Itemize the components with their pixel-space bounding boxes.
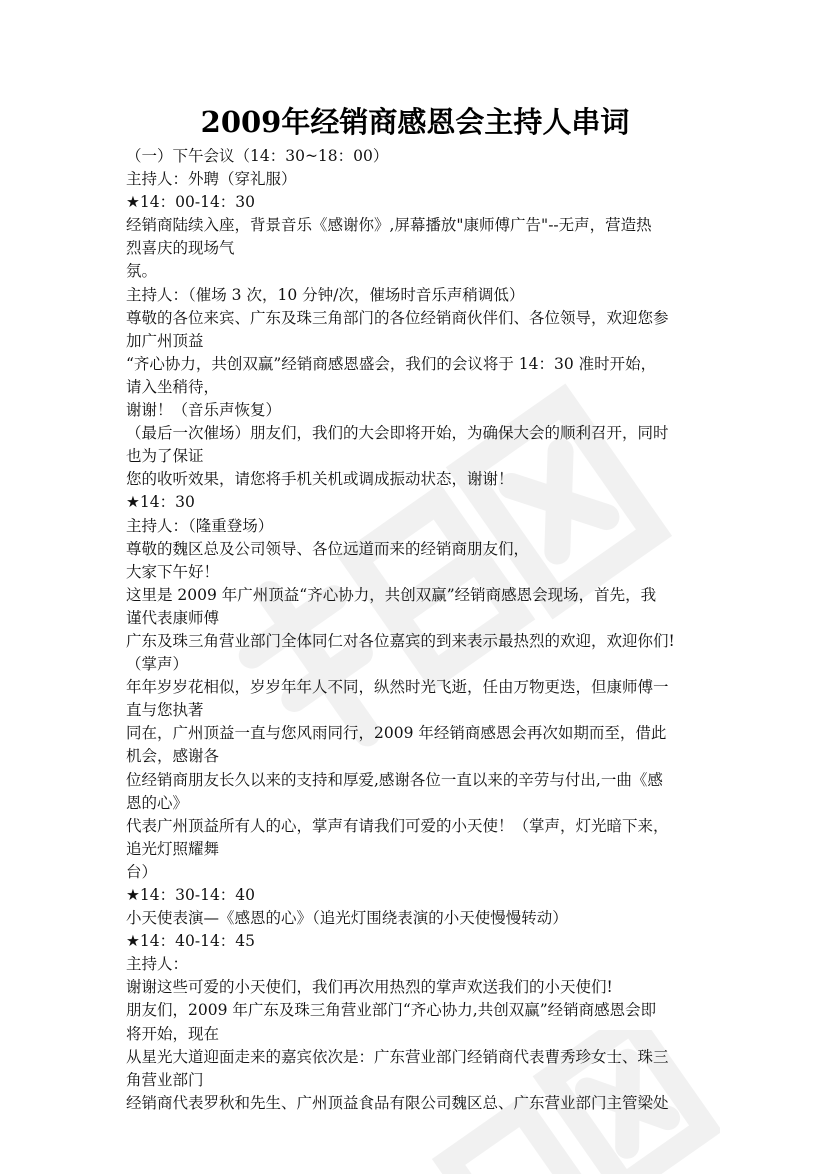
text-line: 谢谢这些可爱的小天使们，我们再次用热烈的掌声欢送我们的小天使们!: [126, 978, 613, 997]
text-line: 主持人：外聘（穿礼服）: [126, 170, 297, 189]
text-line: （掌声）: [126, 655, 189, 674]
text-line: 广东及珠三角营业部门全体同仁对各位嘉宾的到来表示最热烈的欢迎，欢迎你们!: [126, 631, 675, 650]
text-line: 氛。: [126, 262, 158, 281]
text-line: 年年岁岁花相似，岁岁年年人不同，纵然时光飞逝，任由万物更迭，但康师傅一: [126, 678, 669, 697]
text-line: 位经销商朋友长久以来的支持和厚爱,感谢各位一直以来的辛劳与付出,一曲《感: [126, 770, 663, 789]
document-body: [126, 145, 716, 1115]
text-line: 代表广州顶益所有人的心，掌声有请我们可爱的小天使！（掌声，灯光暗下来，: [126, 816, 669, 835]
text-line: 大家下午好！: [126, 562, 220, 581]
text-line: ★14：30-14：40: [126, 886, 256, 904]
text-line: 谨代表康师傅: [126, 608, 220, 627]
text-line: 机会，感谢各: [126, 747, 220, 766]
text-line: 恩的心》: [126, 793, 189, 812]
text-line: （一）下午会议（14：30~18：00）: [126, 147, 389, 165]
text-line: 尊敬的魏区总及公司领导、各位远道而来的经销商朋友们，: [126, 539, 530, 558]
text-line: 主持人：（隆重登场）: [126, 516, 274, 535]
text-line: 同在，广州顶益一直与您风雨同行，2009 年经销商感恩会再次如期而至，借此: [126, 724, 667, 743]
text-line: （最后一次催场）朋友们，我们的大会即将开始，为确保大会的顺利召开，同时: [126, 424, 669, 443]
text-line: 将开始，现在: [126, 1024, 220, 1043]
text-line: ★14：00-14：30: [126, 193, 256, 212]
text-line: 加广州顶益: [126, 331, 204, 350]
text-line: 经销商陆续入座，背景音乐《感谢你》,屏幕播放"康师傅广告"--无声，营造热: [126, 216, 652, 235]
text-line: 朋友们，2009 年广东及珠三角营业部门“齐心协力,共创双赢”经销商感恩会即: [126, 1001, 657, 1020]
text-line: ★14：40-14：45: [126, 932, 256, 951]
text-line: 主持人：: [126, 955, 189, 974]
document-title: 2009年经销商感恩会主持人串词: [200, 105, 630, 139]
text-line: 角营业部门: [126, 1070, 204, 1089]
text-line: 直与您执著: [126, 701, 204, 720]
text-line: 主持人：（催场 3 次，10 分钟/次，催场时音乐声稍调低）: [126, 285, 525, 304]
text-line: 从星光大道迎面走来的嘉宾依次是：广东营业部门经销商代表曹秀珍女士、珠三: [126, 1047, 669, 1066]
text-line: 尊敬的各位来宾、广东及珠三角部门的各位经销商伙伴们、各位领导，欢迎您参: [126, 308, 669, 327]
text-line: “齐心协力，共创双赢”经销商感恩盛会，我们的会议将于 14：30 准时开始，: [126, 354, 657, 373]
text-line: 小天使表演—《感恩的心》（追光灯围绕表演的小天使慢慢转动）: [126, 909, 568, 928]
text-line: 您的收听效果，请您将手机关机或调成振动状态，谢谢！: [126, 470, 514, 489]
text-line: 请入坐稍待，: [126, 377, 220, 396]
text-line: 经销商代表罗秋和先生、广州顶益食品有限公司魏区总、广东营业部门主管梁处: [126, 1093, 669, 1112]
text-line: 也为了保证: [126, 447, 204, 466]
text-line: 追光灯照耀舞: [126, 839, 220, 858]
text-line: 台）: [126, 862, 158, 881]
text-line: 烈喜庆的现场气: [126, 239, 235, 258]
text-line: 谢谢！（音乐声恢复）: [126, 401, 282, 420]
text-line: ★14：30: [126, 493, 195, 512]
text-line: 这里是 2009 年广州顶益“齐心协力，共创双赢”经销商感恩会现场，首先，我: [126, 585, 657, 604]
